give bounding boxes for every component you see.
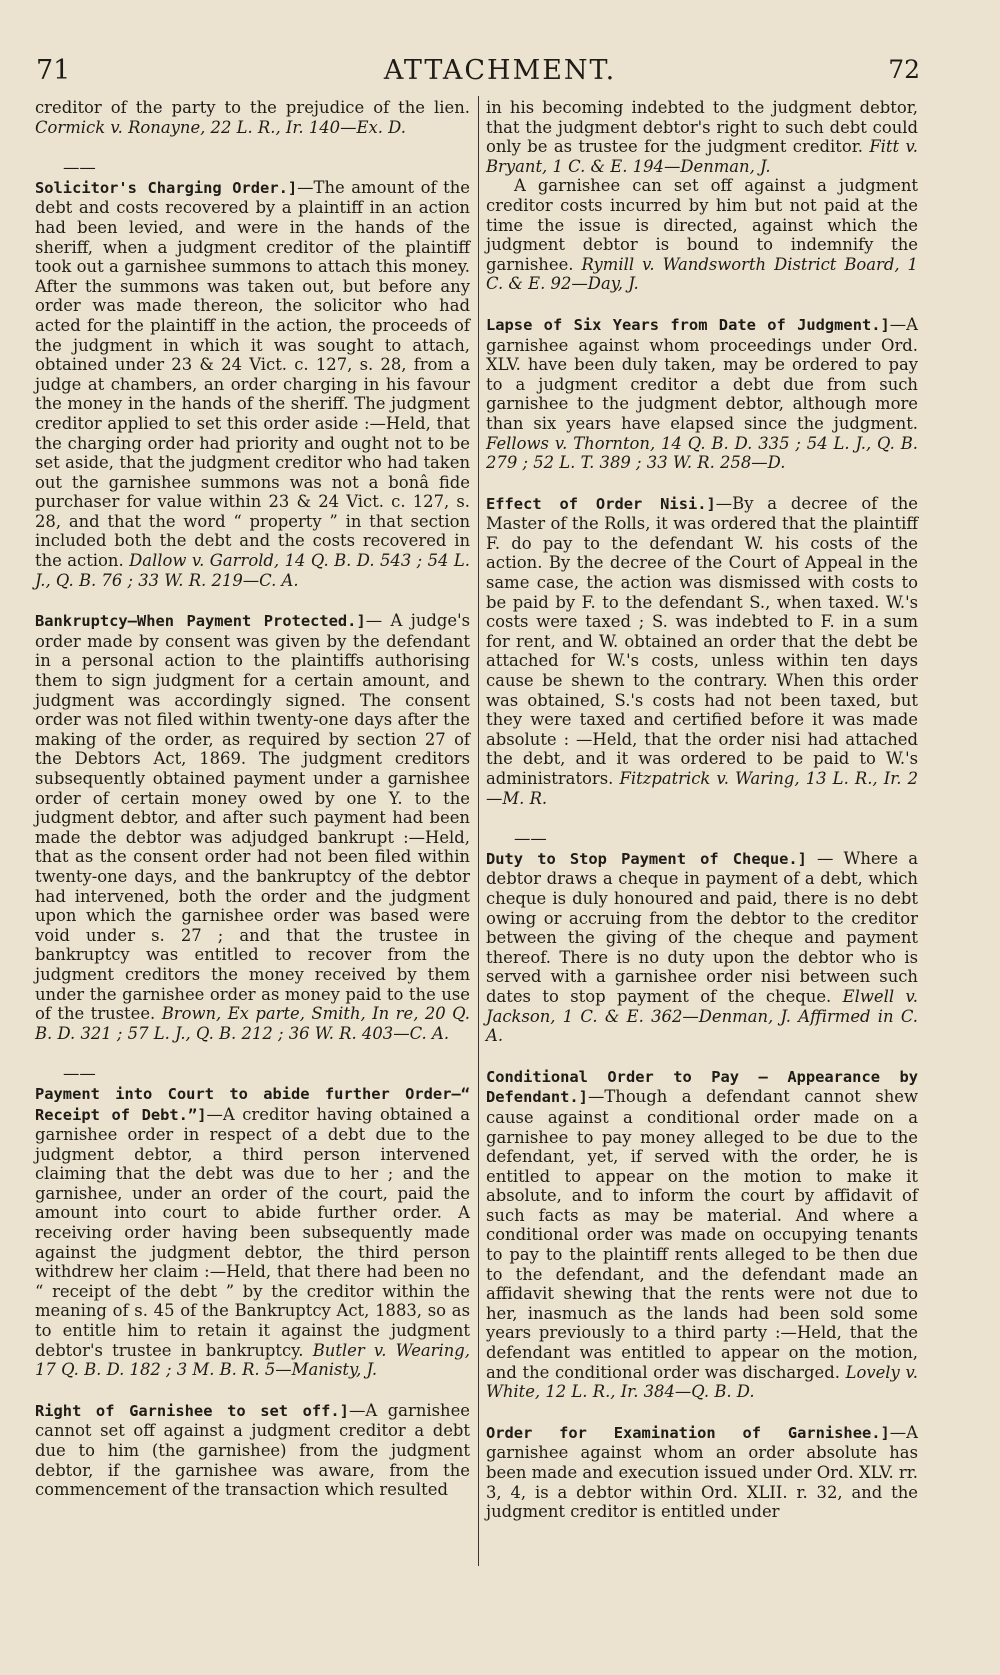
entry-duty-to-stop-payment	[486, 829, 918, 849]
right-column	[486, 98, 918, 1522]
entry-solicitors-charging-order	[35, 158, 470, 178]
entry-body: —A garnishee against whom an order absolute has been made and execution issued under Ord. XLV. rr. 3, 4, is a debtor within Ord. XLII. r. 32, and the judgment creditor is entitled under	[486, 1422, 918, 1522]
entry-body: —A creditor having obtained a garnishee order in respect of a debt due to the judgment debtor, a third person intervened claiming that the debt was due to her ; and the garnishee, under an order of the court, paid the amount into court to abide further order. A receiving order having been subsequently made against the judgment debtor, the third person withdrew her claim :—Held, that there had been no “ receipt of the debt ” by the creditor within the meaning of s. 45 of the Bankruptcy Act, 1883, so as to entitle him to retain it against the judgment debtor's trustee in bankruptcy.	[35, 1104, 470, 1360]
entry-citation: Fellows v. Thornton, 14 Q. B. D. 335 ; 54 L. J., Q. B. 279 ; 52 L. T. 389 ; 33 W. R. 258—D.	[486, 433, 918, 473]
entry-body: in his becoming indebted to the judgment debtor, that the judgment debtor's right to such debt could only be as trustee for the judgment creditor.	[486, 98, 918, 157]
entry-citation: Elwell v. Jackson, 1 C. & E. 362—Denman, J. Affirmed in C. A.	[486, 986, 918, 1046]
entry-set-off-costs	[486, 176, 918, 294]
entry-lead: ——	[63, 1064, 96, 1084]
entry-heading: Bankruptcy—When Payment Protected.]	[35, 612, 366, 631]
entry-citation: Fitt v. Bryant, 1 C. & E. 194—Denman, J.	[486, 137, 918, 176]
entry-payment-into-court	[35, 1064, 470, 1084]
running-title: ATTACHMENT.	[383, 55, 617, 86]
entry-body: —Though a defendant cannot shew cause against a conditional order made on a garnishee to pay money alleged to be due to the defendant, yet, if served with the order, he is entitled to appear on the motion to make it absolute, and to inform the court by affidavit of such facts as may be material. And where a conditional order was made on occupying tenants to pay to the plaintiff rents alleged to be then due to the defendant, and the defendant made an affidavit shewing that the rents were not due to her, inasmuch as the lands had been sold some years previously to a third party :—Held, that the defendant was entitled to appear on the motion, and the conditional order was discharged.	[486, 1087, 918, 1382]
entry-citation: Butler v. Wearing, 17 Q. B. D. 182 ; 3 M. B. R. 5—Manisty, J.	[35, 1340, 470, 1380]
entry-heading: Lapse of Six Years from Date of Judgment.]	[486, 315, 890, 334]
entry-body: creditor of the party to the prejudice of the lien.	[35, 98, 470, 117]
entry-body: — A judge's order made by consent was given by the defendant in a personal action to the plaintiffs authorising them to sign judgment for a certain amount, and judgment was accordingly signed. The consent order was not filed within twenty-one days after the making of the order, as required by section 27 of the Debtors Act, 1869. The judgment creditors subsequently obtained payment under a garnishee order of certain money owed by one Y. to the judgment debtor, and after such payment had been made the debtor was adjudged bankrupt :—Held, that as the consent order had not been filed within twenty-one days, and the bankruptcy of the debtor had intervened, both the order and the judgment upon which the garnishee order was based were void under s. 27 ; and that the trustee in bankruptcy was entitled to recover from the judgment creditors the money received by them under the garnishee order as money paid to the use of the trustee.	[35, 611, 471, 1024]
entry-heading: Duty to Stop Payment of Cheque.]	[486, 849, 807, 868]
entry-heading: Conditional Order to Pay — Appearance by Defendant.]	[486, 1067, 918, 1107]
entry-citation: Fitzpatrick v. Waring, 13 L. R., Ir. 2—M. R.	[486, 769, 918, 808]
entry-body: — Where a debtor draws a cheque in payment of a debt, which cheque is duly honoured and paid, there is no debt owing or accruing from the debtor to the creditor between the giving of the cheque and payment thereof. There is no duty upon the debtor who is served with a garnishee order nisi between such dates to stop payment of the cheque.	[486, 848, 918, 1006]
entry-heading: Solicitor's Charging Order.]	[35, 178, 298, 197]
entry-body: —A garnishee against whom proceedings under Ord. XLV. have been duly taken, may be ordered to pay to a judgment creditor a debt due from such garnishee to the judgment debtor, although more than six years have elapsed since the judgment.	[486, 314, 918, 433]
entry-citation: Brown, Ex parte, Smith, In re, 20 Q. B. D. 321 ; 57 L. J., Q. B. 212 ; 36 W. R. 403—C. A.	[35, 1004, 470, 1043]
left-column	[35, 98, 470, 1500]
entry-heading: Order for Examination of Garnishee.]	[486, 1423, 890, 1442]
entry-heading: Effect of Order Nisi.]	[486, 494, 716, 513]
column-divider	[478, 96, 479, 1566]
entry-lead: ——	[514, 829, 547, 849]
entry-continuation	[35, 98, 470, 137]
entry-citation: Cormick v. Ronayne, 22 L. R., Ir. 140—Ex. D.	[35, 117, 406, 137]
entry-heading: Right of Garnishee to set off.]	[35, 1401, 349, 1420]
entry-body: —A garnishee cannot set off against a judgment creditor a debt due to him (the garnishee) from the judgment debtor, if the garnishee was aware, from the commencement of the transaction which resulted	[35, 1400, 470, 1500]
entry-citation: Rymill v. Wandsworth District Board, 1 C. & E. 92—Day, J.	[486, 254, 918, 294]
entry-citation: Dallow v. Garrold, 14 Q. B. D. 543 ; 54 L. J., Q. B. 76 ; 33 W. R. 219—C. A.	[35, 551, 470, 590]
entry-body: —The amount of the debt and costs recovered by a plaintiff in an action had been levied, and were in the hands of the sheriff, when a judgment creditor of the plaintiff took out a garnishee summons to attach this money. After the summons was taken out, but before any order was made thereon, the solicitor who had acted for the plaintiff in the action, the proceeds of the judgment in which it was sought to attach, obtained under 23 & 24 Vict. c. 127, s. 28, from a judge at chambers, an order charging in his favour the money in the hands of the sheriff. The judgment creditor applied to set this order aside :—Held, that the charging order had priority and ought not to be set aside, that the judgment creditor who had taken out the garnishee summons was not a bonâ fide purchaser for value within 23 & 24 Vict. c. 127, s. 28, and that the word “ property ” in that section included both the debt and the costs recovered in the action.	[35, 177, 470, 571]
right-page-number: 72	[888, 55, 920, 84]
left-page-number: 71	[36, 55, 71, 86]
entry-heading: Payment into Court to abide further Order—“ Receipt of Debt.”]	[35, 1084, 470, 1124]
entry-lead: ——	[63, 158, 96, 178]
entry-citation: Lovely v. White, 12 L. R., Ir. 384—Q. B. D.	[486, 1362, 918, 1402]
running-header	[0, 55, 1000, 95]
entry-continuation	[486, 98, 918, 176]
entry-body: —By a decree of the Master of the Rolls, it was ordered that the plaintiff F. do pay to the defendant W. his costs of the action. By the decree of the Court of Appeal in the same case, the action was dismissed with costs to be paid by F. to the defendant S., when taxed. W.'s costs were taxed ; S. was indebted to F. in a sum for rent, and W. obtained an order that the debt be attached for W.'s costs, unless within ten days cause be shewn to the contrary. When this order was obtained, S.'s costs had not been taxed, but they were taxed and certified before it was made absolute : —Held, that the order nisi had attached the debt, and it was ordered to be paid to W.'s administrators.	[486, 493, 918, 788]
entry-body: A garnishee can set off against a judgment creditor costs incurred by him but not paid at the time the issue is directed, against which the judgment debtor is bound to indemnify the garnishee.	[486, 176, 918, 274]
